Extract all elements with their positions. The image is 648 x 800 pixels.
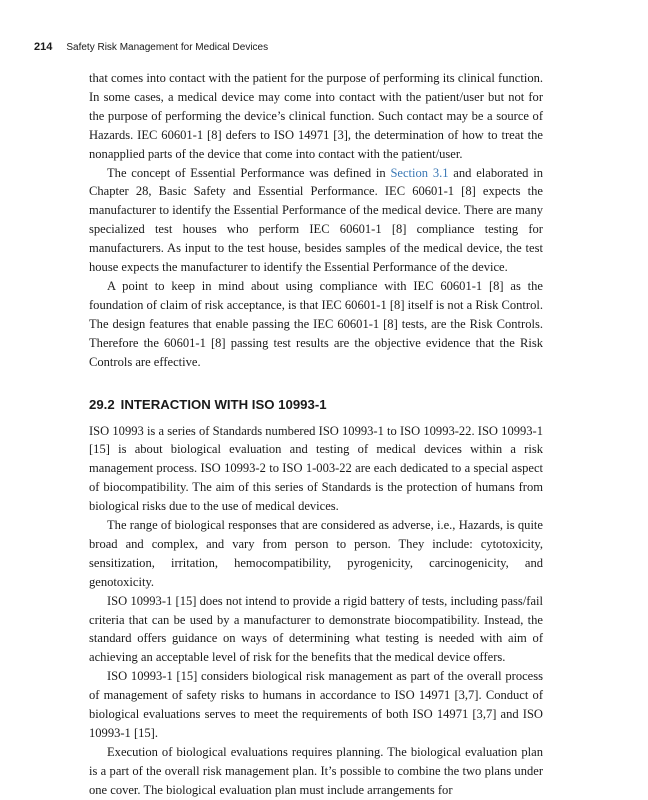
section-number: 29.2 (89, 396, 115, 412)
page-body (89, 69, 543, 800)
paragraph-biological-responses: The range of biological responses that are considered as adverse, i.e., Hazards, is quite broad and complex, and vary from person to person. They include: cytotoxicity, sensitization, irritation, hemocompatibility, pyrogenicity, carcinogenicity, and genotoxicity. (89, 518, 543, 589)
section-cross-reference-link[interactable]: Section 3.1 (390, 165, 449, 180)
section-title: INTERACTION WITH ISO 10993-1 (120, 396, 327, 412)
running-head (34, 40, 268, 55)
book-title: Safety Risk Management for Medical Devices (66, 42, 269, 53)
paragraph-risk-control: A point to keep in mind about using compliance with IEC 60601-1 [8] as the foundation of claim of risk acceptance, is that IEC 60601-1 [8] itself is not a Risk Control. The design features that enable passing the IEC 60601-1 [8] tests, are the Risk Controls. Therefore the 60601-1 [8] passing test results are the objective evidence that the Risk Controls are effective. (89, 278, 543, 369)
paragraph-text: and elaborated in Chapter 28, Basic Safety and Essential Performance. IEC 60601-1 [8] expects the manufacturer to identify the Essential Performance of the medical device. There are many specialized test houses who perform IEC 60601-1 [8] compliance testing for manufacturers. As input to the test house, besides samples of the medical device, the test house expects the manufacturer to identify the Essential Performance of the device. (89, 165, 543, 275)
page-number: 214 (34, 41, 53, 53)
paragraph-evaluation-planning: Execution of biological evaluations requires planning. The biological evaluation plan is a part of the overall risk management plan. It’s possible to combine the two plans under one cover. The biological evaluation plan must include arrangements for (89, 744, 543, 797)
paragraph-essential-performance (89, 164, 543, 277)
paragraph-testing-guidance: ISO 10993-1 [15] does not intend to provide a rigid battery of tests, including pass/fail criteria that can be used by a manufacturer to demonstrate biocompatibility. Instead, the standard offers guidance on ways of determining what testing is needed with aim of achieving an acceptable level of risk for the benefits that the medical device offers. (89, 593, 543, 665)
paragraph-text: The concept of Essential Performance was defined in (107, 165, 391, 180)
paragraph-continued: that comes into contact with the patient for the purpose of performing its clinical function. In some cases, a medical device may come into contact with the patient/user but not for the purpose of performing the device’s clinical function. Such contact may be a source of Hazards. IEC 60601-1 [8] defers to ISO 14971 [3], the determination of how to treat the nonapplied parts of the device that come into contact with the patient/user. (89, 71, 543, 161)
paragraph-iso-10993-series: ISO 10993 is a series of Standards numbered ISO 10993-1 to ISO 10993-22. ISO 10993-1 [15] is about biological evaluation and testing of medical devices within a risk management process. ISO 10993-2 to ISO 1-003-22 are each dedicated to a special aspect of biocompatibility. The aim of this series of Standards is the protection of humans from biological risks due to the use of medical devices. (89, 423, 543, 514)
section-heading (89, 396, 543, 414)
paragraph-risk-management-process: ISO 10993-1 [15] considers biological risk management as part of the overall process of management of safety risks to humans in accordance to ISO 14971 [3,7]. Conduct of biological evaluations serves to meet the requirements of both ISO 14971 [3,7] and ISO 10993-1 [15]. (89, 669, 543, 740)
